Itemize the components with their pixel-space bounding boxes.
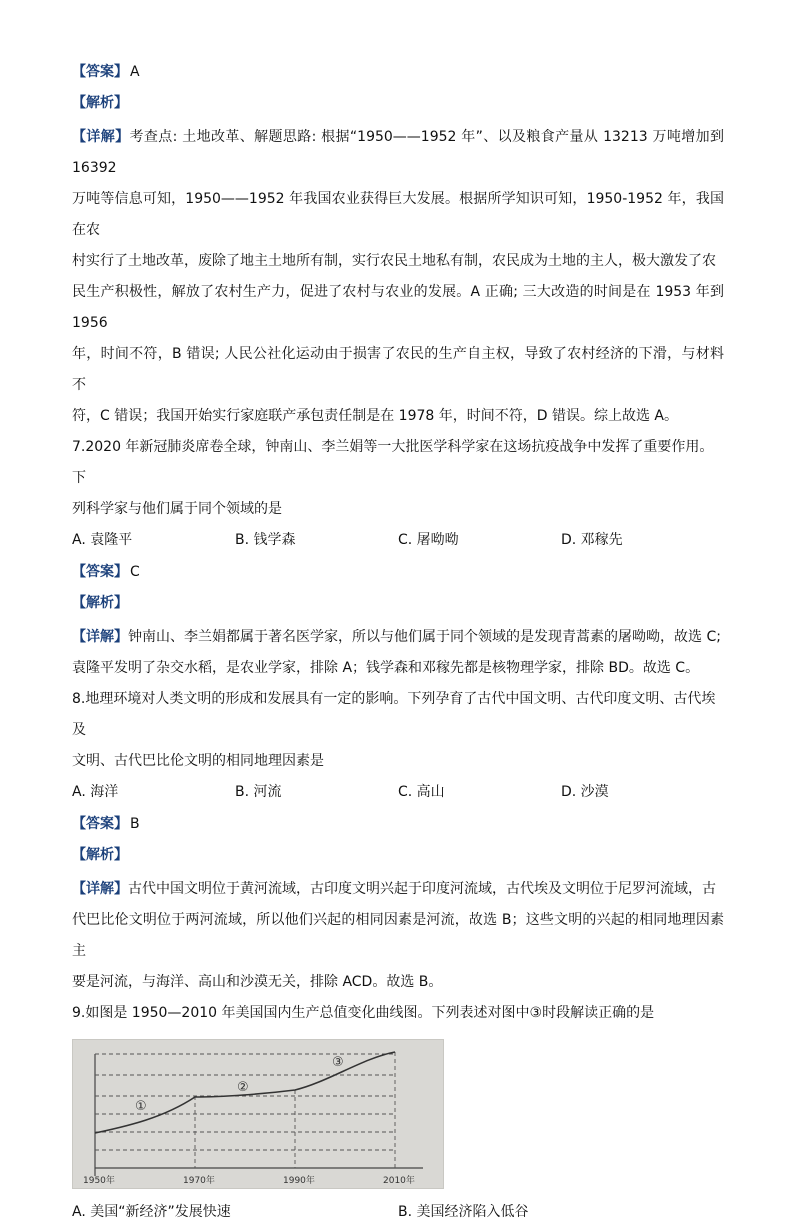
q7-stem xyxy=(72,432,724,525)
detail-line: 村实行了土地改革，废除了地主土地所有制，实行农民土地私有制，农民成为土地的主人，极大激发了农 xyxy=(72,253,716,269)
x-tick-label: 1970年 xyxy=(183,1176,215,1186)
answer-label: 【答案】 xyxy=(72,816,128,832)
detail-line: 钟南山、李兰娟都属于著名医学家，所以与他们属于同个领域的是发现青蒿素的屠呦呦，故选 C; xyxy=(128,629,721,645)
option-c: C. 高山 xyxy=(398,784,445,800)
detail-line: 符，C 错误；我国开始实行家庭联产承包责任制是在 1978 年，时间不符，D 错误。综上故选 A。 xyxy=(72,408,679,424)
answer-label: 【答案】 xyxy=(72,64,128,80)
stem-line: 8.地理环境对人类文明的形成和发展具有一定的影响。下列孕育了古代中国文明、古代印度文明、古代埃及 xyxy=(72,691,716,738)
x-tick-label: 1990年 xyxy=(283,1176,315,1186)
q8-options xyxy=(72,777,724,808)
option-a: A. 海洋 xyxy=(72,784,119,800)
gdp-curve-figure xyxy=(73,1040,443,1188)
q6-analysis xyxy=(72,91,724,116)
detail-line: 万吨等信息可知，1950——1952 年我国农业获得巨大发展。根据所学知识可知，1950-1952 年，我国在农 xyxy=(72,191,724,238)
q7-analysis xyxy=(72,591,724,616)
detail-line: 代巴比伦文明位于两河流域，所以他们兴起的相同因素是河流，故选 B；这些文明的兴起的相同地理因素主 xyxy=(72,912,724,959)
q7-detail xyxy=(72,622,724,684)
answer-value: B xyxy=(130,816,140,832)
detail-line: 民生产积极性，解放了农村生产力，促进了农村与农业的发展。A 正确; 三大改造的时间是在 1953 年到 1956 xyxy=(72,284,724,331)
q6-answer xyxy=(72,60,724,85)
segment-label-3: ③ xyxy=(332,1055,344,1070)
detail-label: 【详解】 xyxy=(72,129,130,145)
analysis-label: 【解析】 xyxy=(72,95,128,111)
gdp-figure xyxy=(72,1039,444,1189)
option-d: D. 邓稼先 xyxy=(561,532,623,548)
detail-label: 【详解】 xyxy=(72,881,128,897)
q8-answer xyxy=(72,812,724,837)
option-b: B. 美国经济陷入低谷 xyxy=(398,1204,529,1220)
q9-options xyxy=(72,1197,724,1228)
option-a: A. 袁隆平 xyxy=(72,532,133,548)
detail-line: 要是河流，与海洋、高山和沙漠无关，排除 ACD。故选 B。 xyxy=(72,974,443,990)
stem-line: 文明、古代巴比伦文明的相同地理因素是 xyxy=(72,753,324,769)
detail-line: 年，时间不符，B 错误; 人民公社化运动由于损害了农民的生产自主权，导致了农村经济的下滑，与材料不 xyxy=(72,346,724,393)
detail-line: 袁隆平发明了杂交水稻，是农业学家，排除 A；钱学森和邓稼先都是核物理学家，排除 BD。故选 C。 xyxy=(72,660,700,676)
q8-detail xyxy=(72,874,724,998)
x-tick-label: 2010年 xyxy=(383,1176,415,1186)
segment-label-2: ② xyxy=(237,1080,249,1095)
option-c: C. 屠呦呦 xyxy=(398,532,459,548)
analysis-label: 【解析】 xyxy=(72,595,128,611)
q9-stem: 9.如图是 1950—2010 年美国国内生产总值变化曲线图。下列表述对图中③时段解读正确的是 xyxy=(72,1005,655,1021)
detail-label: 【详解】 xyxy=(72,629,128,645)
answer-value: C xyxy=(130,564,140,580)
q6-detail xyxy=(72,122,724,432)
q8-stem xyxy=(72,684,724,777)
option-d: D. 沙漠 xyxy=(561,784,609,800)
q8-analysis xyxy=(72,843,724,868)
answer-label: 【答案】 xyxy=(72,564,128,580)
option-b: B. 河流 xyxy=(235,784,282,800)
option-a: A. 美国“新经济”发展快速 xyxy=(72,1204,231,1220)
page-content xyxy=(72,60,724,1228)
stem-line: 7.2020 年新冠肺炎席卷全球，钟南山、李兰娟等一大批医学科学家在这场抗疫战争中发挥了重要作用。下 xyxy=(72,439,714,486)
detail-line: 考查点: 土地改革、解题思路: 根据“1950——1952 年”、以及粮食产量从 13213 万吨增加到 16392 xyxy=(72,129,724,176)
q7-answer xyxy=(72,560,724,585)
analysis-label: 【解析】 xyxy=(72,847,128,863)
x-tick-label: 1950年 xyxy=(83,1176,115,1186)
stem-line: 列科学家与他们属于同个领域的是 xyxy=(72,501,282,517)
q7-options xyxy=(72,525,724,556)
segment-label-1: ① xyxy=(135,1099,147,1114)
option-b: B. 钱学森 xyxy=(235,532,296,548)
answer-value: A xyxy=(130,64,140,80)
detail-line: 古代中国文明位于黄河流域，古印度文明兴起于印度河流域，古代埃及文明位于尼罗河流域，古 xyxy=(128,881,716,897)
